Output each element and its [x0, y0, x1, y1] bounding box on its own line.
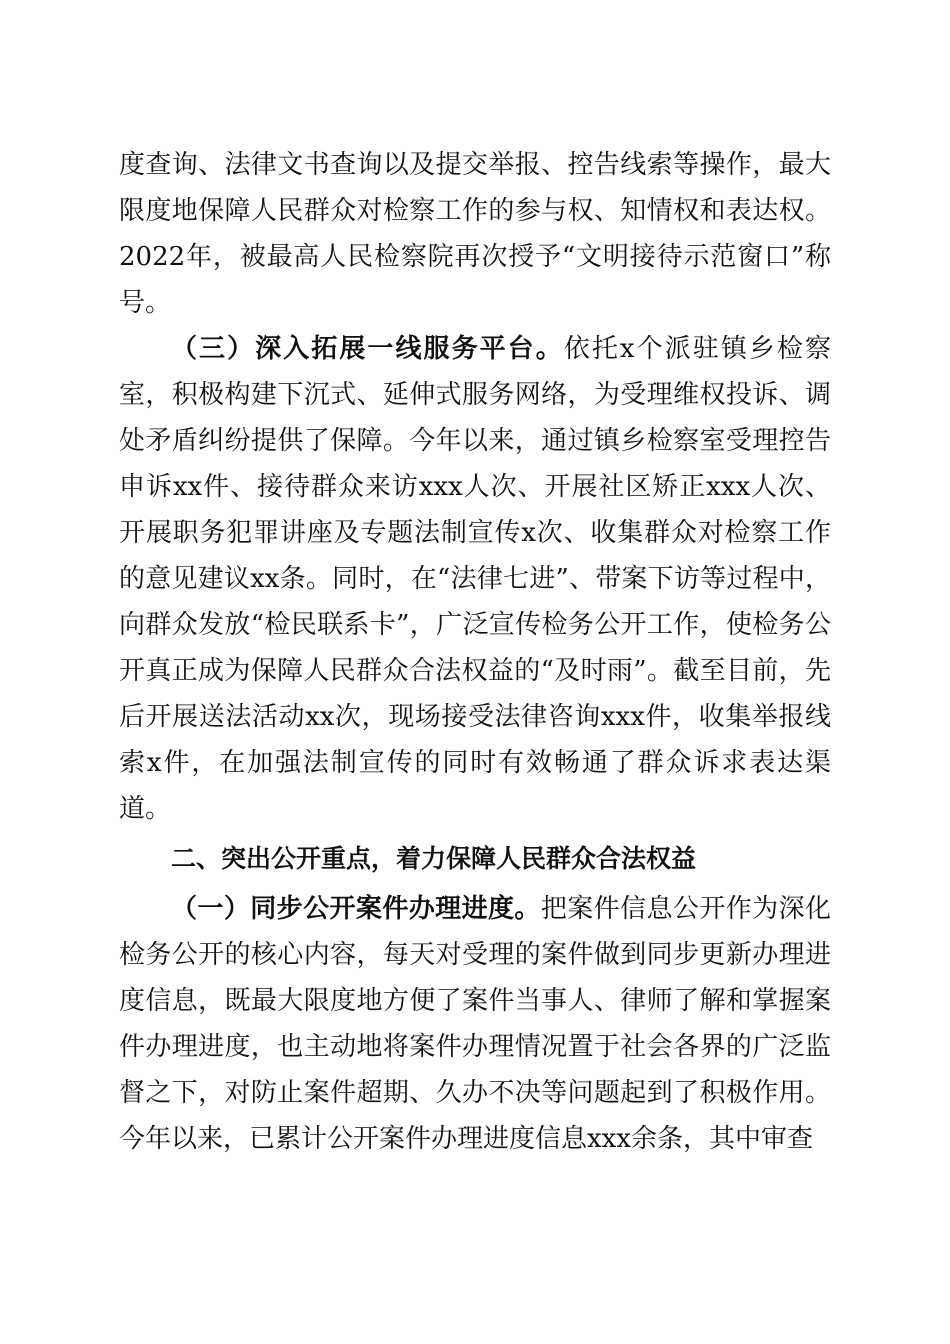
- paragraph-section-3: [119, 326, 831, 832]
- paragraph-section-1: [119, 886, 831, 1162]
- section-heading: 二、突出公开重点，着力保障人民群众合法权益: [171, 844, 697, 873]
- paragraph-lead-title: （三）深入拓展一线服务平台。: [171, 334, 564, 364]
- paragraph-text: 把案件信息公开作为深化检务公开的核心内容，每天对受理的案件做到同步更新办理进度信息，既最大限度地方便了案件当事人、律师了解和掌握案件办理进度，也主动地将案件办理情况置于社会各界的广泛监督之下，对防止案件超期、久办不决等问题起到了积极作用。今年以来，已累计公开案件办理进度信息xxx余条，其中审查: [119, 894, 831, 1154]
- paragraph-text: 依托x个派驻镇乡检察室，积极构建下沉式、延伸式服务网络，为受理维权投诉、调处矛盾纠纷提供了保障。今年以来，通过镇乡检察室受理控告申诉xx件、接待群众来访xxx人次、开展社区矫正xxx人次、开展职务犯罪讲座及专题法制宣传x次、收集群众对检察工作的意见建议xx条。同时，在“法律七进”、带案下访等过程中，向群众发放“检民联系卡”，广泛宣传检务公开工作，使检务公开真正成为保障人民群众合法权益的“及时雨”。截至目前，先后开展送法活动xx次，现场接受法律咨询xxx件，收集举报线索x件，在加强法制宣传的同时有效畅通了群众诉求表达渠道。: [119, 334, 831, 824]
- paragraph-text: 度查询、法律文书查询以及提交举报、控告线索等操作，最大限度地保障人民群众对检察工作的参与权、知情权和表达权。2022年，被最高人民检察院再次授予“文明接待示范窗口”称号。: [119, 150, 831, 318]
- paragraph-continued: [119, 142, 831, 326]
- paragraph-lead-title: （一）同步公开案件办理进度。: [171, 894, 541, 924]
- document-body: [119, 142, 831, 1162]
